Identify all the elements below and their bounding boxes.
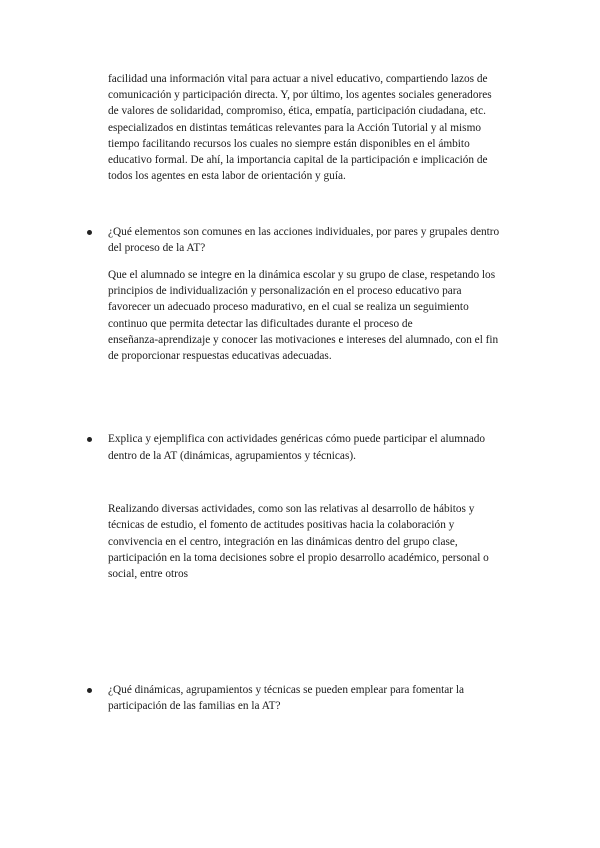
paragraph-line: educativo formal. De ahí, la importancia capital de la participación e implicación de: [108, 154, 488, 166]
answer-2-line: convivencia en el centro, integración en las dinámicas dentro del grupo clase,: [108, 536, 458, 548]
answer-1-line: enseñanza-aprendizaje y conocer las motivaciones e intereses del alumnado, con el fin: [108, 334, 499, 346]
bullet-icon: [87, 230, 92, 235]
answer-2-line: participación en la toma decisiones sobre el propio desarrollo académico, personal o: [108, 552, 489, 564]
paragraph-line: comunicación y participación directa. Y, por último, los agentes sociales generadores: [108, 89, 492, 101]
bullet-icon: [87, 437, 92, 442]
question-1-line: del proceso de la AT?: [108, 242, 206, 254]
paragraph-line: de valores de solidaridad, compromiso, ética, empatía, participación ciudadana, etc.: [108, 105, 486, 117]
paragraph-line: facilidad una información vital para actuar a nivel educativo, compartiendo lazos de: [108, 73, 488, 85]
answer-1-line: principios de individualización y personalización en el proceso educativo para: [108, 285, 462, 297]
question-3-line: ¿Qué dinámicas, agrupamientos y técnicas se pueden emplear para fomentar la: [108, 684, 465, 696]
answer-1-line: continuo que permita detectar las dificultades durante el proceso de: [108, 318, 413, 330]
answer-1-line: Que el alumnado se integre en la dinámica escolar y su grupo de clase, respetando los: [108, 269, 496, 281]
bullet-icon: [87, 688, 92, 693]
question-2-line: dentro de la AT (dinámicas, agrupamientos y técnicas).: [108, 450, 356, 462]
answer-2-line: social, entre otros: [108, 568, 188, 580]
answer-2-line: Realizando diversas actividades, como son las relativas al desarrollo de hábitos y: [108, 503, 475, 515]
paragraph-line: todos los agentes en esta labor de orientación y guía.: [108, 170, 346, 182]
answer-1-line: de proporcionar respuestas educativas adecuadas.: [108, 350, 332, 362]
paragraph-line: especializados en distintas temáticas relevantes para la Acción Tutorial y al mismo: [108, 122, 482, 134]
question-2-line: Explica y ejemplifica con actividades genéricas cómo puede participar el alumnado: [108, 433, 486, 445]
paragraph-line: tiempo facilitando recursos los cuales no siempre están disponibles en el ámbito: [108, 138, 470, 150]
answer-2-line: técnicas de estudio, el fomento de actitudes positivas hacia la colaboración y: [108, 519, 455, 531]
question-3-line: participación de las familias en la AT?: [108, 700, 281, 712]
question-1-line: ¿Qué elementos son comunes en las acciones individuales, por pares y grupales dentro: [108, 226, 500, 238]
answer-1-line: favorecer un adecuado proceso madurativo, en el cual se realiza un seguimiento: [108, 301, 469, 313]
